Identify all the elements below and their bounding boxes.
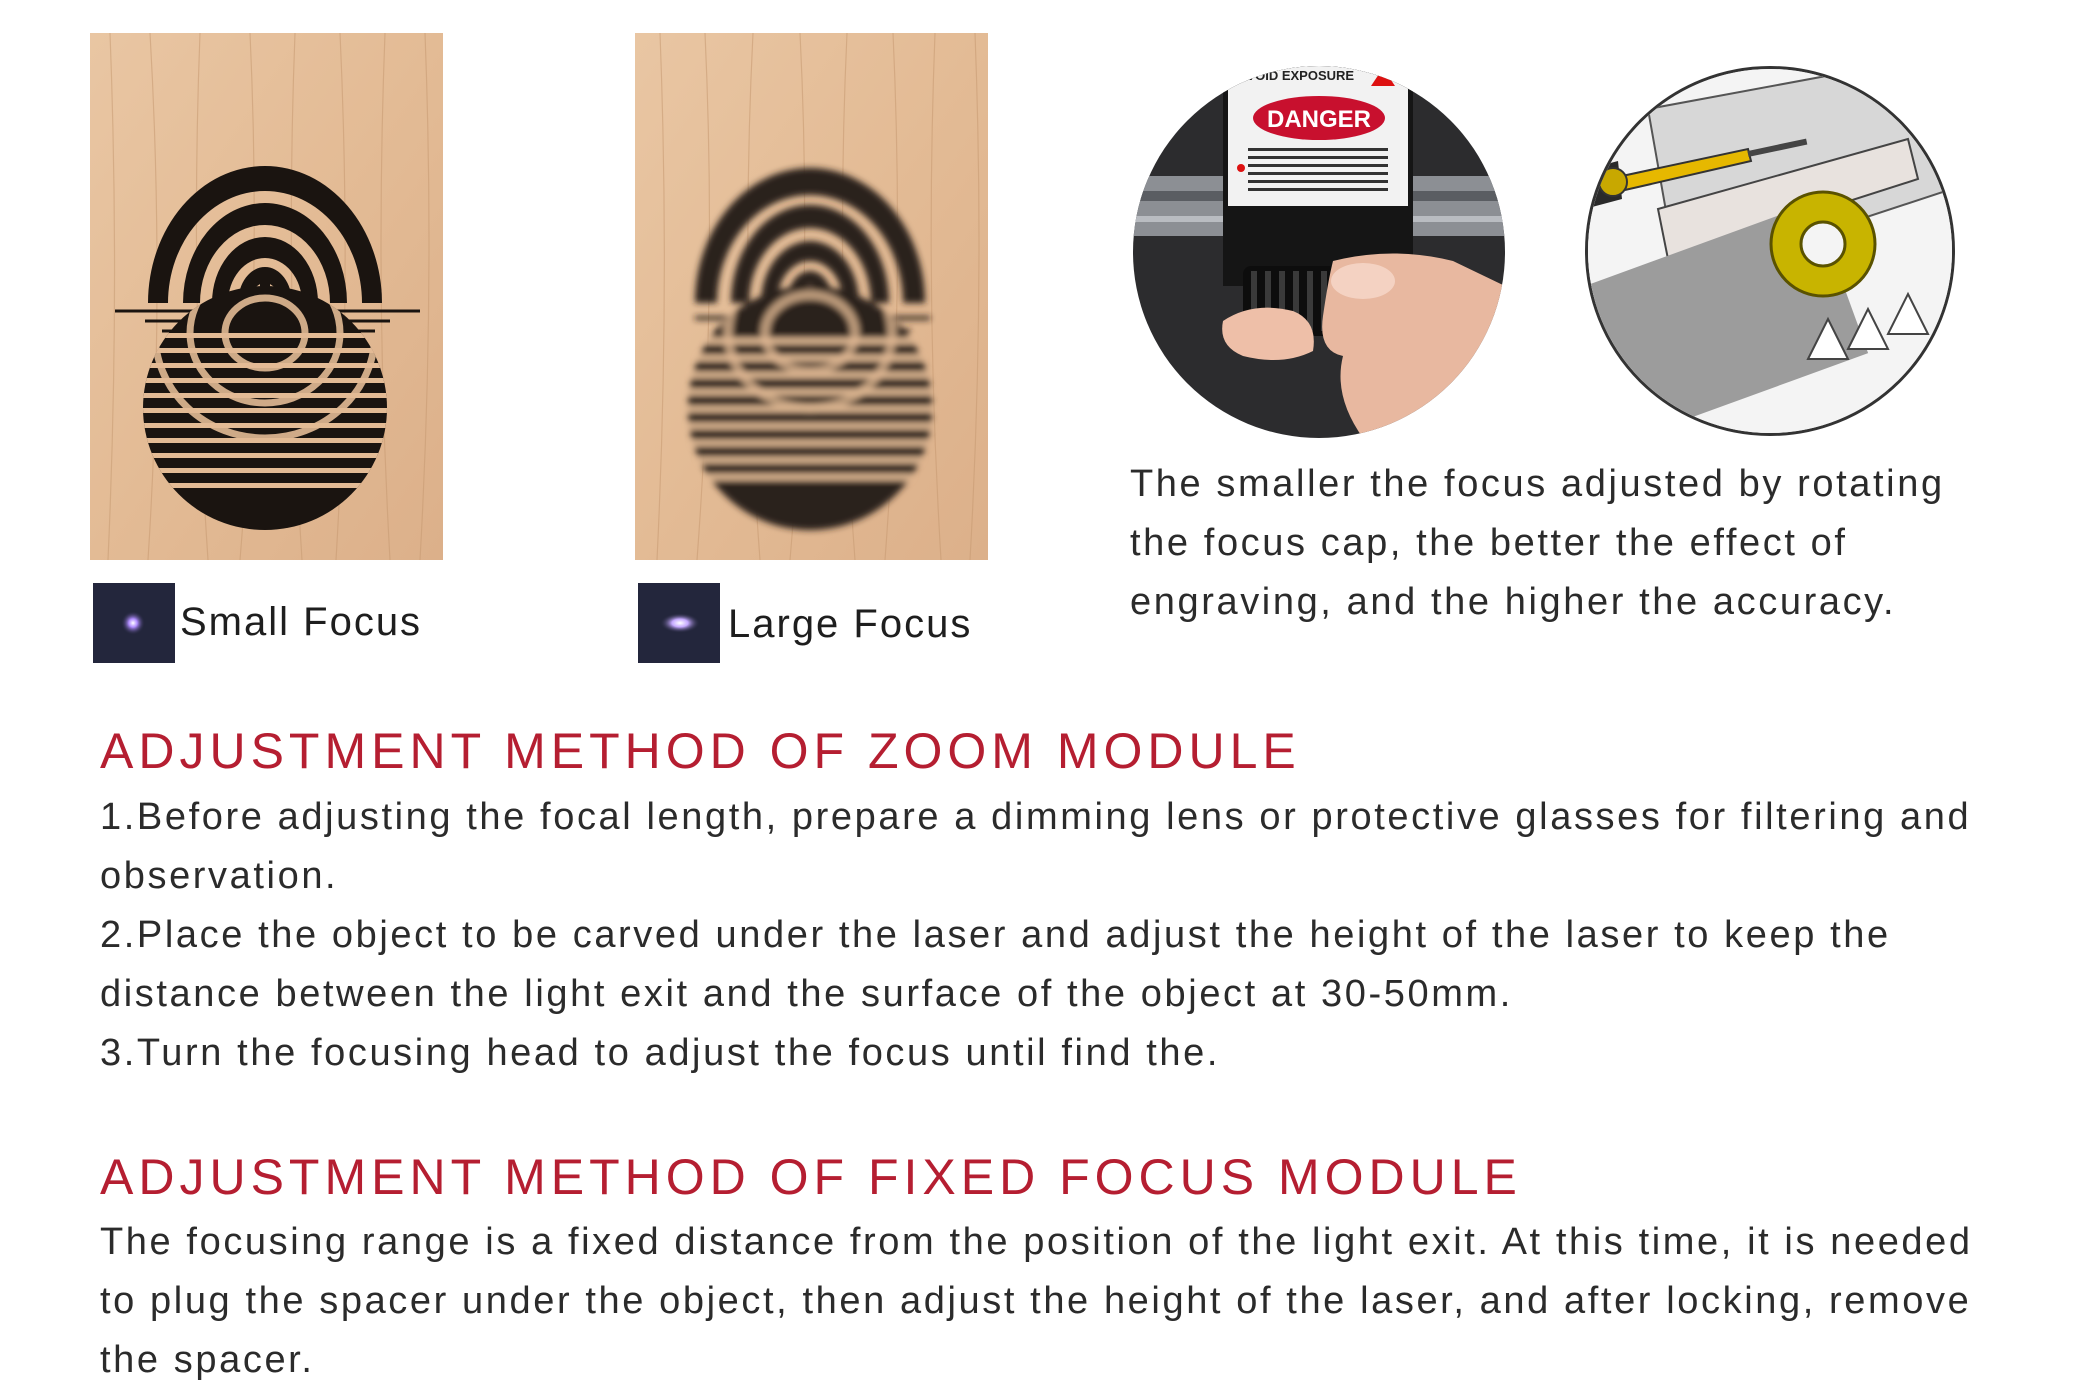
focus-note: The smaller the focus adjusted by rotating the focus cap, the better the effect of engraving, and the higher the accuracy. <box>1130 463 1945 623</box>
large-focus-engraving <box>635 33 988 560</box>
small-focus-caption: Small Focus <box>180 600 423 644</box>
zoom-section-title: ADJUSTMENT METHOD OF ZOOM MODULE <box>100 723 1301 779</box>
zoom-step: 3.Turn the focusing head to adjust the focus until find the. <box>100 1032 1220 1074</box>
zoom-steps <box>100 788 2020 1083</box>
label-top-text: AVOID EXPOSURE <box>1238 68 1355 83</box>
large-focus-caption: Large Focus <box>728 602 973 646</box>
zoom-step: 2.Place the object to be carved under the laser and adjust the height of the laser to keep the distance between the light exit and the surface of the object at 30-50mm. <box>100 914 1891 1015</box>
screwdriver-adjust-illustration <box>1585 66 1955 436</box>
fixed-body <box>100 1213 2020 1390</box>
danger-sign-text: DANGER <box>1266 106 1372 133</box>
laser-dot-large-icon <box>638 583 720 663</box>
fixed-body-text: The focusing range is a fixed distance from the position of the light exit. At this time, it is needed to plug the spacer under the object, then adjust the height of the laser, and after locking, remove the spacer. <box>100 1221 1973 1381</box>
zoom-step: 1.Before adjusting the focal length, prepare a dimming lens or protective glasses for filtering and observation. <box>100 796 1972 897</box>
fixed-section-title: ADJUSTMENT METHOD OF FIXED FOCUS MODULE <box>100 1149 1522 1205</box>
laser-dot-small-icon <box>93 583 175 663</box>
focus-cap-photo <box>1133 66 1505 438</box>
small-focus-engraving <box>90 33 443 560</box>
